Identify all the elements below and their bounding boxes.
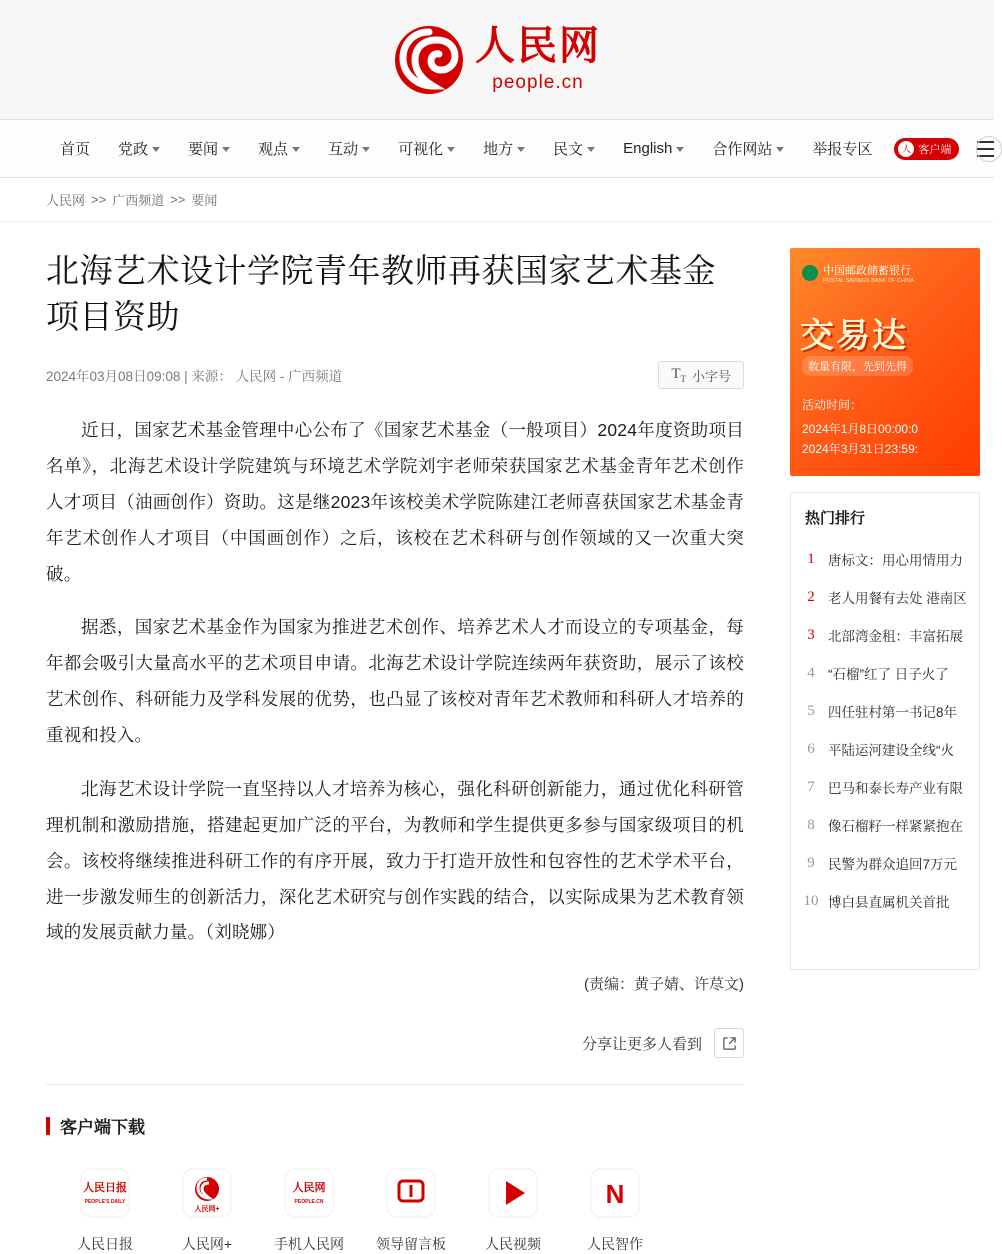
- article-meta: 2024年03月08日09:08 | 来源： 人民网 - 广西频道: [46, 369, 343, 385]
- app-item-mobile-people[interactable]: [258, 1164, 360, 1254]
- breadcrumb-item-1[interactable]: 广西频道: [112, 193, 165, 208]
- svg-text:人民日报: 人民日报: [83, 1182, 127, 1195]
- rank-number: 6: [807, 740, 815, 757]
- rank-number: 9: [807, 854, 815, 871]
- chevron-down-icon: [776, 147, 784, 152]
- hot-ranking-box: [790, 492, 980, 970]
- client-app-label: 客户端: [918, 143, 952, 156]
- chevron-down-icon: [517, 147, 525, 152]
- app-label: 人民智作: [587, 1236, 643, 1253]
- rank-number: 7: [807, 778, 815, 795]
- app-item-people-plus[interactable]: [156, 1164, 258, 1254]
- svg-text:PEOPLE.CN: PEOPLE.CN: [294, 1199, 324, 1206]
- font-size-icon: $T_T$: [671, 366, 686, 385]
- section-title: [46, 1113, 744, 1138]
- rank-text: 唐标文：用心用情用力: [828, 553, 963, 568]
- rank-number: 2: [807, 588, 815, 605]
- chevron-down-icon: [152, 147, 160, 152]
- svg-text:PEOPLE'S DAILY: PEOPLE'S DAILY: [84, 1199, 126, 1206]
- article-editor: (责编：黄子婧、许荩文): [584, 976, 744, 994]
- nav-label: 举报专区: [812, 141, 873, 158]
- sidebar-advertisement[interactable]: [790, 248, 980, 476]
- app-label: 手机人民网: [274, 1236, 344, 1253]
- app-label: 人民日报: [77, 1236, 133, 1253]
- ranking-item[interactable]: [791, 882, 979, 920]
- nav-item-0[interactable]: [46, 138, 104, 159]
- nav-item-10[interactable]: [798, 138, 886, 159]
- rank-text: 像石榴籽一样紧紧抱在: [828, 819, 963, 834]
- article-meta-row: [46, 361, 744, 395]
- breadcrumb-item-0[interactable]: 人民网: [46, 193, 86, 208]
- rank-text: 民警为群众追回7万元: [828, 857, 958, 872]
- svg-text:N: N: [605, 1179, 625, 1210]
- chevron-down-icon: [447, 147, 455, 152]
- rank-text: 平陆运河建设全线“火: [828, 743, 954, 758]
- app-label: 人民视频: [485, 1236, 541, 1253]
- article-date: 2024年03月08日09:08: [46, 369, 181, 385]
- rank-number: 4: [807, 664, 815, 681]
- ranking-item[interactable]: [791, 768, 979, 806]
- ranking-item[interactable]: [791, 540, 979, 578]
- client-download-section: [46, 1085, 744, 1254]
- nav-item-2[interactable]: [174, 138, 244, 159]
- rank-number: 10: [803, 892, 819, 909]
- rank-text: 北部湾金租：丰富拓展: [828, 629, 963, 644]
- share-external-icon[interactable]: [714, 1028, 744, 1058]
- app-item-people-daily[interactable]: [54, 1164, 156, 1254]
- people-video-icon: [484, 1164, 542, 1222]
- chevron-down-icon: [292, 147, 300, 152]
- breadcrumb: [0, 178, 994, 222]
- nav-item-5[interactable]: [384, 138, 469, 159]
- rank-number: 1: [807, 550, 815, 567]
- article-column: [0, 222, 790, 1254]
- app-label: 人民网+: [181, 1236, 233, 1253]
- nav-label: 观点: [258, 141, 289, 158]
- nav-label: 合作网站: [712, 141, 773, 158]
- people-daily-icon: [76, 1164, 134, 1222]
- logo-text: 人民网: [475, 23, 601, 68]
- nav-item-6[interactable]: [469, 138, 539, 159]
- nav-label: 可视化: [398, 141, 444, 158]
- ranking-item[interactable]: [791, 844, 979, 882]
- nav-item-3[interactable]: [244, 138, 314, 159]
- people-logo-icon: [393, 24, 465, 96]
- nav-label: 要闻: [188, 141, 219, 158]
- rank-text: “石榴”红了 日子火了: [828, 667, 949, 682]
- article-source-label: 来源：: [191, 369, 232, 385]
- svg-text:人民网: 人民网: [292, 1182, 326, 1195]
- nav-item-1[interactable]: [104, 138, 174, 159]
- ad-bank-name: [802, 262, 914, 284]
- font-size-label: 小字号: [691, 368, 731, 384]
- message-board-icon: [382, 1164, 440, 1222]
- app-item-people-zhizuo[interactable]: [564, 1164, 666, 1254]
- svg-text:人民网+: 人民网+: [194, 1206, 220, 1214]
- title-accent-bar: [46, 1117, 50, 1135]
- page-title: 北海艺术设计学院青年教师再获国家艺术基金项目资助: [46, 252, 716, 335]
- nav-extra-circle-icon[interactable]: [976, 136, 1002, 162]
- breadcrumb-separator: >>: [170, 192, 186, 207]
- main-navigation: [0, 120, 994, 178]
- ranking-item[interactable]: [791, 654, 979, 692]
- rank-text: 四任驻村第一书记8年: [828, 705, 958, 720]
- article-paragraph-1: 近日，国家艺术基金管理中心公布了《国家艺术基金（一般项目）2024年度资助项目名单》，北海艺术设计学院建筑与环境艺术学院刘宇老师荣获国家艺术基金青年艺术创作人才项目（油画创作）资助。这是继2023年该校美术学院陈建江老师喜获国家艺术基金青年艺术创作人才项目（中国画创作）之后，该校在艺术科研与创作领域的又一次重大突破。: [46, 420, 744, 584]
- nav-item-7[interactable]: [539, 138, 609, 159]
- ranking-item[interactable]: [791, 806, 979, 844]
- share-label: 分享让更多人看到: [581, 1035, 702, 1053]
- rank-number: 5: [807, 702, 815, 719]
- app-item-people-video[interactable]: [462, 1164, 564, 1254]
- ad-time-end: 2024年3月31日23:59:: [802, 442, 919, 456]
- ad-time-label: 活动时间：: [802, 398, 863, 412]
- mobile-people-icon: [280, 1164, 338, 1222]
- article-paragraph-3: 北海艺术设计学院一直坚持以人才培养为核心，强化科研创新能力，通过优化科研管理机制和激励措施，搭建起更加广泛的平台，为教师和学生提供更多参与国家级项目的机会。该校将继续推进科研工作的有序开展，致力于打造开放性和包容性的艺术学术平台，进一步激发师生的创新活力，深化艺术研究与创作实践的结合，以实际成果为艺术教育领域的发展贡献力量。（刘晓娜）: [46, 778, 744, 943]
- ranking-item[interactable]: [791, 692, 979, 730]
- ad-time-start: 2024年1月8日00:00:0: [802, 422, 919, 436]
- people-zhizuo-icon: [586, 1164, 644, 1222]
- app-item-message-board[interactable]: [360, 1164, 462, 1254]
- ranking-title: 热门排行: [805, 510, 866, 527]
- rank-number: 8: [807, 816, 815, 833]
- rank-text: 博白县直属机关首批: [828, 895, 950, 910]
- nav-item-8[interactable]: [609, 140, 698, 157]
- site-masthead: [0, 0, 994, 120]
- ad-headline: 交易达: [800, 317, 908, 355]
- font-size-button[interactable]: [658, 361, 744, 389]
- nav-item-9[interactable]: [698, 138, 798, 159]
- article-source: 人民网 - 广西频道: [235, 369, 343, 385]
- ranking-item[interactable]: [791, 616, 979, 654]
- bank-logo-icon: [802, 265, 818, 281]
- nav-label: 地方: [483, 141, 514, 158]
- chevron-down-icon: [362, 147, 370, 152]
- chevron-down-icon: [222, 147, 230, 152]
- breadcrumb-item-2[interactable]: 要闻: [191, 193, 218, 208]
- nav-label: 互动: [328, 141, 359, 158]
- nav-label: 党政: [118, 141, 149, 158]
- article-paragraph-2: 据悉，国家艺术基金作为国家为推进艺术创作、培养艺术人才而设立的专项基金，每年都会吸引大量高水平的艺术项目申请。北海艺术设计学院连续两年获资助，展示了该校艺术创作、科研能力及学科发展的优势，也凸显了该校对青年艺术教师和科研人才培养的重视和投入。: [46, 617, 744, 746]
- rank-text: 巴马和泰长寿产业有限: [828, 781, 963, 796]
- page-content: [0, 222, 994, 1254]
- ranking-item[interactable]: [791, 578, 979, 616]
- ad-bank-label: 中国邮政储蓄银行: [823, 265, 911, 277]
- rank-text: 老人用餐有去处 港南区: [828, 591, 967, 606]
- ad-subline: 数量有限，先到先得: [802, 356, 913, 376]
- site-logo[interactable]: [393, 24, 601, 96]
- logo-subtext: people.cn: [492, 71, 584, 93]
- people-app-icon: 人: [898, 141, 914, 157]
- chevron-down-icon: [587, 147, 595, 152]
- sidebar-column: [790, 222, 994, 1254]
- app-label: 领导留言板: [376, 1236, 446, 1253]
- ranking-item[interactable]: [791, 730, 979, 768]
- rank-number: 3: [807, 626, 815, 643]
- nav-label: English: [623, 140, 673, 157]
- app-list: [46, 1164, 744, 1254]
- share-row: [46, 1028, 744, 1085]
- client-app-badge[interactable]: [894, 138, 959, 160]
- section-title-label: 客户端下载: [60, 1118, 145, 1138]
- people-plus-icon: [178, 1164, 236, 1222]
- chevron-down-icon: [676, 147, 684, 152]
- ad-bank-en: POSTAL SAVINGS BANK OF CHINA: [823, 278, 914, 284]
- breadcrumb-separator: >>: [91, 192, 107, 207]
- nav-item-4[interactable]: [314, 138, 384, 159]
- nav-label: 民文: [553, 141, 584, 158]
- nav-label: 首页: [60, 141, 91, 158]
